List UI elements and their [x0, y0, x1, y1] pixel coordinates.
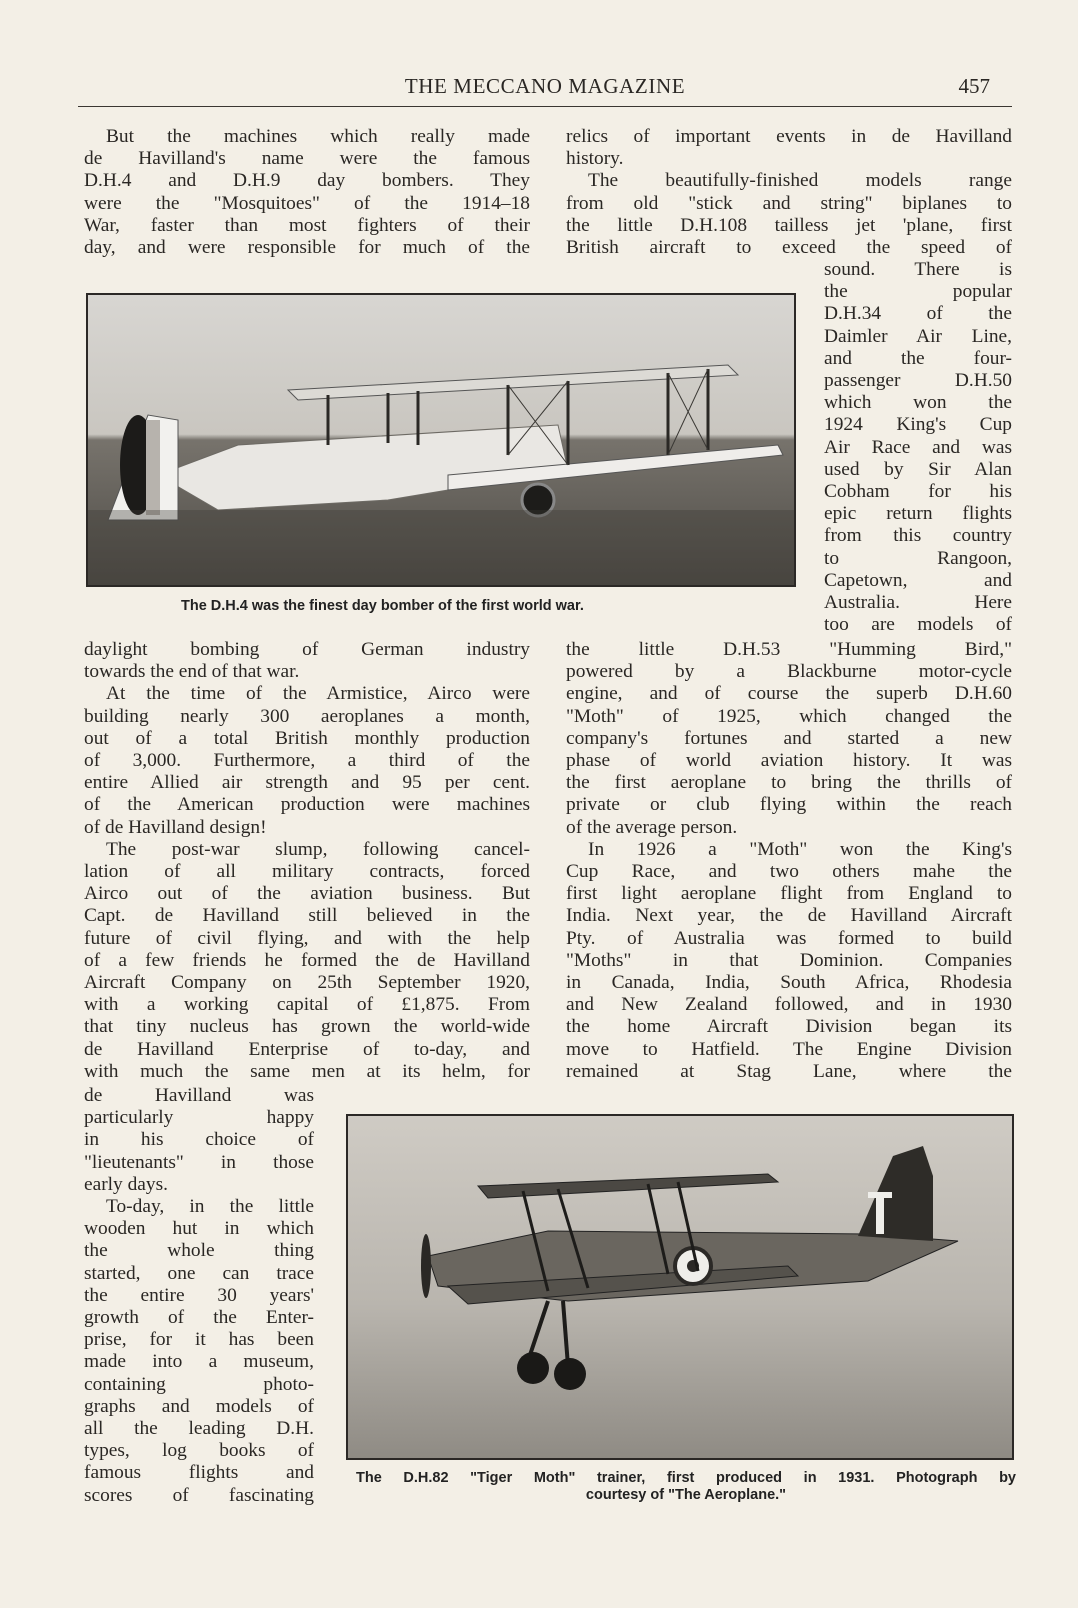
tiger-moth-caption-line-1: The D.H.82 "Tiger Moth" trainer, first produced in 1931. Photograph by [356, 1470, 1016, 1486]
text-line: of de Havilland design! [84, 816, 267, 838]
text-line: containing photo- [84, 1373, 314, 1395]
text-line: of a few friends he formed the de Havilland [84, 949, 530, 971]
text-line: towards the end of that war. [84, 661, 300, 683]
text-line: were the "Mosquitoes" of the 1914–18 [84, 192, 530, 214]
column-1-top-text [84, 126, 530, 259]
text-line: The post-war slump, following cancel- [106, 838, 530, 860]
text-line: relics of important events in de Havilland [566, 126, 1012, 147]
text-line: But the machines which really made [106, 126, 530, 147]
text-line: Air Race and was [824, 436, 1012, 458]
text-line: in Canada, India, South Africa, Rhodesia [566, 972, 1012, 994]
text-line: de Havilland was [84, 1085, 314, 1106]
text-line: Daimler Air Line, [824, 325, 1012, 347]
text-line: company's fortunes and started a new [566, 727, 1012, 749]
text-line: powered by a Blackburne motor-cycle [566, 661, 1012, 683]
text-line: At the time of the Armistice, Airco were [106, 683, 530, 705]
dh4-photo-caption: The D.H.4 was the finest day bomber of the first world war. [181, 598, 584, 614]
text-line: wooden hut in which [84, 1218, 314, 1240]
text-line: the whole thing [84, 1240, 314, 1262]
text-line: Aircraft Company on 25th September 1920, [84, 972, 530, 994]
text-line: the first aeroplane to bring the thrills of [566, 772, 1012, 794]
text-line: famous flights and [84, 1462, 314, 1484]
text-line: private or club flying within the reach [566, 794, 1012, 816]
text-line: early days. [84, 1173, 168, 1195]
text-line: British aircraft to exceed the speed of [566, 237, 1012, 259]
text-line: D.H.34 of the [824, 303, 1012, 325]
text-line: which won the [824, 392, 1012, 414]
text-line: of 3,000. Furthermore, a third of the [84, 750, 530, 772]
text-line: To-day, in the little [106, 1196, 314, 1218]
text-line: and New Zealand followed, and in 1930 [566, 994, 1012, 1016]
text-line: used by Sir Alan [824, 458, 1012, 480]
text-line: first light aeroplane flight from England to [566, 883, 1012, 905]
page-number: 457 [958, 74, 990, 98]
text-line: too are models of [824, 614, 1012, 636]
text-line: entire Allied air strength and 95 per cent. [84, 772, 530, 794]
text-line: War, faster than most fighters of their [84, 214, 530, 236]
text-line: D.H.4 and D.H.9 day bombers. They [84, 170, 530, 192]
text-line: that tiny nucleus has grown the world-wide [84, 1016, 530, 1038]
column-1-middle-text [84, 639, 530, 1083]
text-line: with a working capital of £1,875. From [84, 994, 530, 1016]
text-line: from old "stick and string" biplanes to [566, 192, 1012, 214]
text-line: Airco out of the aviation business. But [84, 883, 530, 905]
tiger-moth-photo [346, 1114, 1014, 1460]
text-line: started, one can trace [84, 1262, 314, 1284]
column-1-narrow-text [84, 1085, 314, 1507]
text-line: lation of all military contracts, forced [84, 861, 530, 883]
text-line: Cup Race, and two others mahe the [566, 861, 1012, 883]
text-line: graphs and models of [84, 1395, 314, 1417]
text-line: phase of world aviation history. It was [566, 750, 1012, 772]
text-line: passenger D.H.50 [824, 370, 1012, 392]
text-line: growth of the Enter- [84, 1307, 314, 1329]
text-line: Pty. of Australia was formed to build [566, 927, 1012, 949]
text-line: "Moth" of 1925, which changed the [566, 705, 1012, 727]
text-line: types, log books of [84, 1440, 314, 1462]
text-line: of the average person. [566, 816, 738, 838]
text-line: engine, and of course the superb D.H.60 [566, 683, 1012, 705]
text-line: "lieutenants" in those [84, 1151, 314, 1173]
tiger-moth-caption-line-2: courtesy of "The Aeroplane." [585, 1487, 787, 1503]
text-line: the entire 30 years' [84, 1284, 314, 1306]
text-line: Capt. de Havilland still believed in the [84, 905, 530, 927]
text-line: In 1926 a "Moth" won the King's [588, 838, 1012, 860]
column-2-middle-text [566, 639, 1012, 1083]
tiger-moth-photo-caption [356, 1470, 1016, 1504]
text-line: the home Aircraft Division began its [566, 1016, 1012, 1038]
text-line: The beautifully-finished models range [588, 170, 1012, 192]
text-line: particularly happy [84, 1107, 314, 1129]
text-line: all the leading D.H. [84, 1418, 314, 1440]
text-line: de Havilland Enterprise of to-day, and [84, 1038, 530, 1060]
text-line: India. Next year, the de Havilland Aircraft [566, 905, 1012, 927]
magazine-title: THE MECCANO MAGAZINE [404, 74, 686, 98]
column-2-narrow-text [824, 259, 1012, 636]
text-line: to Rangoon, [824, 547, 1012, 569]
text-line: made into a museum, [84, 1351, 314, 1373]
text-line: of the American production were machines [84, 794, 530, 816]
text-line: Capetown, and [824, 569, 1012, 591]
text-line: building nearly 300 aeroplanes a month, [84, 705, 530, 727]
text-line: and the four- [824, 347, 1012, 369]
text-line: de Havilland's name were the famous [84, 148, 530, 170]
text-line: 1924 King's Cup [824, 414, 1012, 436]
text-line: the little D.H.53 "Humming Bird," [566, 639, 1012, 660]
text-line: scores of fascinating [84, 1484, 314, 1506]
text-line: move to Hatfield. The Engine Division [566, 1038, 1012, 1060]
text-line: out of a total British monthly production [84, 727, 530, 749]
page-header [78, 66, 1012, 107]
text-line: the popular [824, 281, 1012, 303]
text-line: prise, for it has been [84, 1329, 314, 1351]
text-line: with much the same men at its helm, for [84, 1060, 530, 1082]
text-line: in his choice of [84, 1129, 314, 1151]
dh4-photo [86, 293, 796, 587]
column-2-top-text [566, 126, 1012, 259]
text-line: "Moths" in that Dominion. Companies [566, 949, 1012, 971]
text-line: the little D.H.108 tailless jet 'plane, first [566, 214, 1012, 236]
text-line: Cobham for his [824, 481, 1012, 503]
text-line: daylight bombing of German industry [84, 639, 530, 660]
text-line: day, and were responsible for much of the [84, 237, 530, 259]
text-line: future of civil flying, and with the help [84, 927, 530, 949]
text-line: Australia. Here [824, 592, 1012, 614]
text-line: epic return flights [824, 503, 1012, 525]
text-line: history. [566, 148, 624, 170]
text-line: sound. There is [824, 259, 1012, 280]
text-line: from this country [824, 525, 1012, 547]
text-line: remained at Stag Lane, where the [566, 1060, 1012, 1082]
